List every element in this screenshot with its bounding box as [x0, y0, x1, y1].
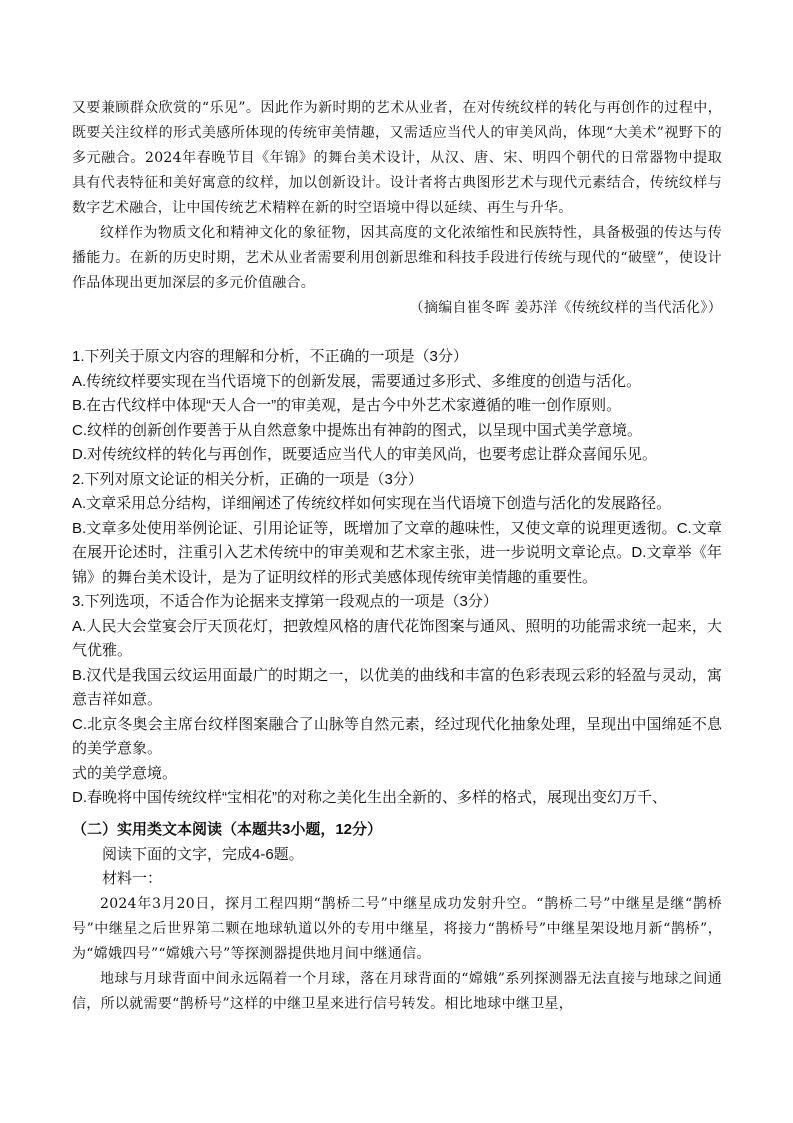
- section-instruction: 阅读下面的文字，完成4-6题。: [102, 845, 304, 863]
- section-heading: （二）实用类文本阅读（本题共3小题，12分）: [72, 821, 383, 838]
- passage-paragraph: 纹样作为物质文化和精神文化的象征物，因其高度的文化浓缩性和民族特性，具备极强的传达与传播能力。在新的历史时期，艺术从业者需要利用创新思维和科技手段进行传统与现代的“破壁”，使设计作品体现出更加深层的多元价值融合。: [72, 225, 722, 291]
- passage-top: [72, 96, 722, 321]
- material-paragraph: 地球与月球背面中间永远隔着一个月球，落在月球背面的“嫦娥”系列探测器无法直接与地球之间通信，所以就需要“鹊桥号”这样的中继卫星来进行信号转发。相比地球中继卫星，: [72, 970, 722, 1012]
- passage-paragraph: 又要兼顾群众欣赏的“乐见”。因此作为新时期的艺术从业者，在对传统纹样的转化与再创作的过程中，既要关注纹样的形式美感所体现的传统审美情趣，又需适应当代人的审美风尚，体现“大美术”视野下的多元融合。2024年春晚节目《年锦》的舞台美术设计，从汉、唐、宋、明四个朝代的日常器物中提取具有代表特征和美好寓意的纹样，加以创新设计。设计者将古典图形艺术与现代元素结合，传统纹样与数字艺术融合，让中国传统艺术精粹在新的时空语境中得以延续、再生与升华。: [72, 100, 722, 216]
- question-option: C.北京冬奥会主席台纹样图案融合了山脉等自然元素，经过现代化抽象处理，呈现出中国绵延不息的美学意象。: [72, 715, 722, 757]
- question-option: A.文章采用总分结构，详细阐述了传统纹样如何实现在当代语境下创造与活化的发展路径。: [72, 495, 672, 512]
- question-option: 式的美学意境。: [72, 764, 178, 782]
- question-option: D.春晚将中国传统纹样“宝相花”的对称之美化生出全新的、多样的格式，展现出变幻万千、: [72, 789, 667, 806]
- question-option: C.纹样的创新创作要善于从自然意象中提炼出有神韵的图式，以呈现中国式美学意境。: [72, 421, 643, 439]
- section-2: [72, 818, 722, 1017]
- question-stem: 2.下列对原文论证的相关分析，正确的一项是（3分）: [72, 470, 423, 488]
- question-stem: 3.下列选项，不适合作为论据来支撑第一段观点的一项是（3分）: [72, 593, 498, 610]
- question-option: A.人民大会堂宴会厅天顶花灯，把敦煌风格的唐代花饰图案与通风、照明的功能需求统一起来，大气优雅。: [72, 617, 722, 659]
- question-option: A.传统纹样要实现在当代语境下的创新发展，需要通过多形式、多维度的创造与活化。: [72, 372, 642, 390]
- question-option: B.在古代纹样中体现“天人合一”的审美观，是古今中外艺术家遵循的唯一创作原则。: [72, 397, 622, 414]
- material-body: [72, 892, 722, 1017]
- question-2: [72, 468, 722, 591]
- material-label: 材料一：: [102, 870, 163, 887]
- question-1: [72, 345, 722, 468]
- question-3: [72, 590, 722, 811]
- passage-source: （摘编自崔冬晖 姜苏洋《传统纹样的当代活化》）: [409, 300, 722, 316]
- material-paragraph: 2024年3月20日，探月工程四期“鹊桥二号”中继星成功发射升空。“鹊桥二号”中继星是继“鹊桥号”中继星之后世界第二颗在地球轨道以外的专用中继星，将接力“鹊桥号”中继星架设地月新“鹊桥”，为“嫦娥四号”“嫦娥六号”等探测器提供地月间中继通信。: [72, 895, 722, 962]
- question-stem: 1.下列关于原文内容的理解和分析，不正确的一项是（3分）: [72, 348, 468, 365]
- question-option: B.汉代是我国云纹运用面最广的时期之一，以优美的曲线和丰富的色彩表现云彩的轻盈与灵动，寓意吉祥如意。: [72, 666, 722, 708]
- question-option: B.文章多处使用举例论证、引用论证等，既增加了文章的趣味性，又使文章的说理更透彻。C.文章在展开论述时，注重引入艺术传统中的审美观和艺术家主张，进一步说明文章论点。D.文章举《年锦》的舞台美术设计，是为了证明纹样的形式美感体现传统审美情趣的重要性。: [72, 519, 722, 586]
- question-list: [72, 345, 722, 811]
- question-option: D.对传统纹样的转化与再创作，既要适应当代人的审美风尚，也要考虑让群众喜闻乐见。: [72, 446, 658, 463]
